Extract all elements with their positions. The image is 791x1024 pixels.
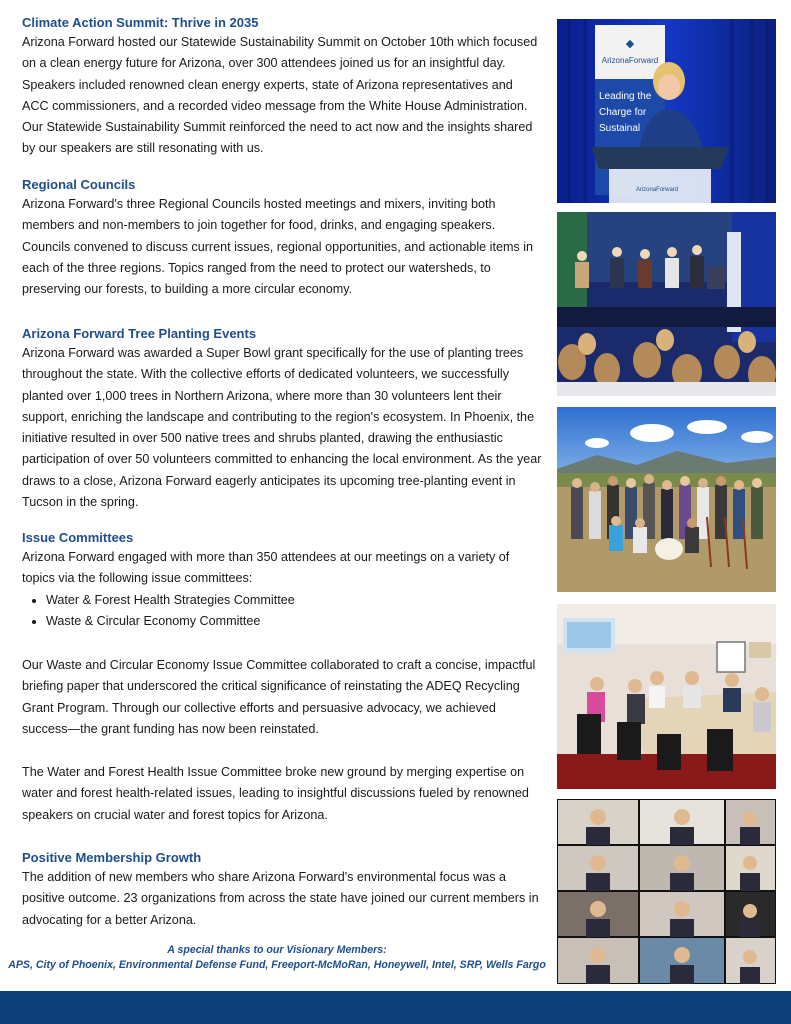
section-title-summit: Climate Action Summit: Thrive in 2035 bbox=[22, 15, 259, 30]
section-title-councils: Regional Councils bbox=[22, 177, 136, 192]
section-trees bbox=[22, 325, 542, 513]
section-water-paragraph bbox=[22, 762, 542, 826]
svg-text:◆: ◆ bbox=[625, 37, 635, 50]
section-title-trees: Arizona Forward Tree Planting Events bbox=[22, 326, 257, 341]
section-committees bbox=[22, 529, 542, 632]
list-item: • Waste & Circular Economy Committee bbox=[46, 611, 542, 632]
section-councils bbox=[22, 176, 542, 300]
section-title-membership: Positive Membership Growth bbox=[22, 850, 202, 865]
podium-logo: ArizonaForward bbox=[635, 187, 679, 193]
committees-intro: Arizona Forward engaged with more than 350 attendees at our meetings on a variety of topics via the following issue committees: bbox=[22, 550, 510, 586]
committee-list bbox=[22, 590, 542, 633]
section-summit bbox=[22, 14, 542, 160]
banner-line-3: Sustainal bbox=[599, 123, 641, 134]
photo-tree-planting-volunteers bbox=[557, 407, 776, 592]
section-title-committees: Issue Committees bbox=[22, 530, 134, 545]
section-body-summit: Arizona Forward hosted our Statewide Sustainability Summit on October 10th which focused on a clean energy future for Arizona, over 300 attendees joined us for an insightful day. Speakers included renowned clean energy experts, state of Arizona representatives and ACC commissioners, and a recorded video message from the White House Administration. Our Statewide Sustainability Summit reinforced the need to act now and the insights shared by our speakers are still resonating with us. bbox=[22, 35, 538, 156]
banner-logo: ArizonaForward bbox=[601, 56, 659, 65]
photo-summit-speaker bbox=[557, 19, 776, 203]
section-body-trees: Arizona Forward was awarded a Super Bowl grant specifically for the use of planting trees throughout the state. With the collective efforts of dedicated volunteers, we successfully planted over 1,000 trees in Northern Arizona, where more than 30 volunteers lent their support, enriching the landscape and contributing to the region's ecosystem. In Phoenix, the initiative resulted in over 500 native trees and shrubs planted, drawing the enthusiastic participation of over 50 volunteers committed to enhancing the local environment. As the year draws to a close, Arizona Forward eagerly anticipates its upcoming tree-planting event in Tucson in the spring. bbox=[22, 346, 542, 510]
footer-bar bbox=[0, 991, 791, 1024]
photo-committee-meeting bbox=[557, 604, 776, 789]
section-waste-paragraph bbox=[22, 655, 542, 740]
section-membership bbox=[22, 849, 542, 931]
waste-committee-paragraph: Our Waste and Circular Economy Issue Committee collaborated to craft a concise, impactful briefing paper that underscored the critical significance of reinstating the ADEQ Recycling Grant Program. Through our collective efforts and persuasive advocacy, we achieved success—the grant funding has now been reinstated. bbox=[22, 658, 536, 736]
section-body-councils: Arizona Forward's three Regional Councils hosted meetings and mixers, inviting both members and non-members to join together for food, drinks, and engaging speakers. Councils convened to discuss current issues, regional opportunities, and actionable items in each of the three regions. Topics ranged from the need to protect our watersheds, to preserving our forests, to building a more circular economy. bbox=[22, 197, 534, 297]
water-committee-paragraph: The Water and Forest Health Issue Committee broke new ground by merging expertise on water and forest health-related issues, leading to insightful discussions fueled by renowned speakers on crucial water and forest topics for Arizona. bbox=[22, 765, 529, 822]
banner-line-2: Charge for bbox=[599, 107, 647, 118]
thanks-heading: A special thanks to our Visionary Members: bbox=[167, 944, 387, 956]
visionary-members-thanks bbox=[0, 943, 554, 973]
photo-virtual-meeting-grid bbox=[557, 799, 776, 984]
banner-line-1: Leading the bbox=[599, 91, 652, 102]
list-item: • Water & Forest Health Strategies Committee bbox=[46, 590, 542, 611]
thanks-members-list: APS, City of Phoenix, Environmental Defense Fund, Freeport-McMoRan, Honeywell, Intel, SRP, Wells Fargo bbox=[8, 959, 546, 971]
section-body-membership: The addition of new members who share Arizona Forward's environmental focus was a positive outcome. 23 organizations from across the state have joined our current members in advocating for a better Arizona. bbox=[22, 870, 539, 927]
photo-regional-council-panel bbox=[557, 212, 776, 396]
